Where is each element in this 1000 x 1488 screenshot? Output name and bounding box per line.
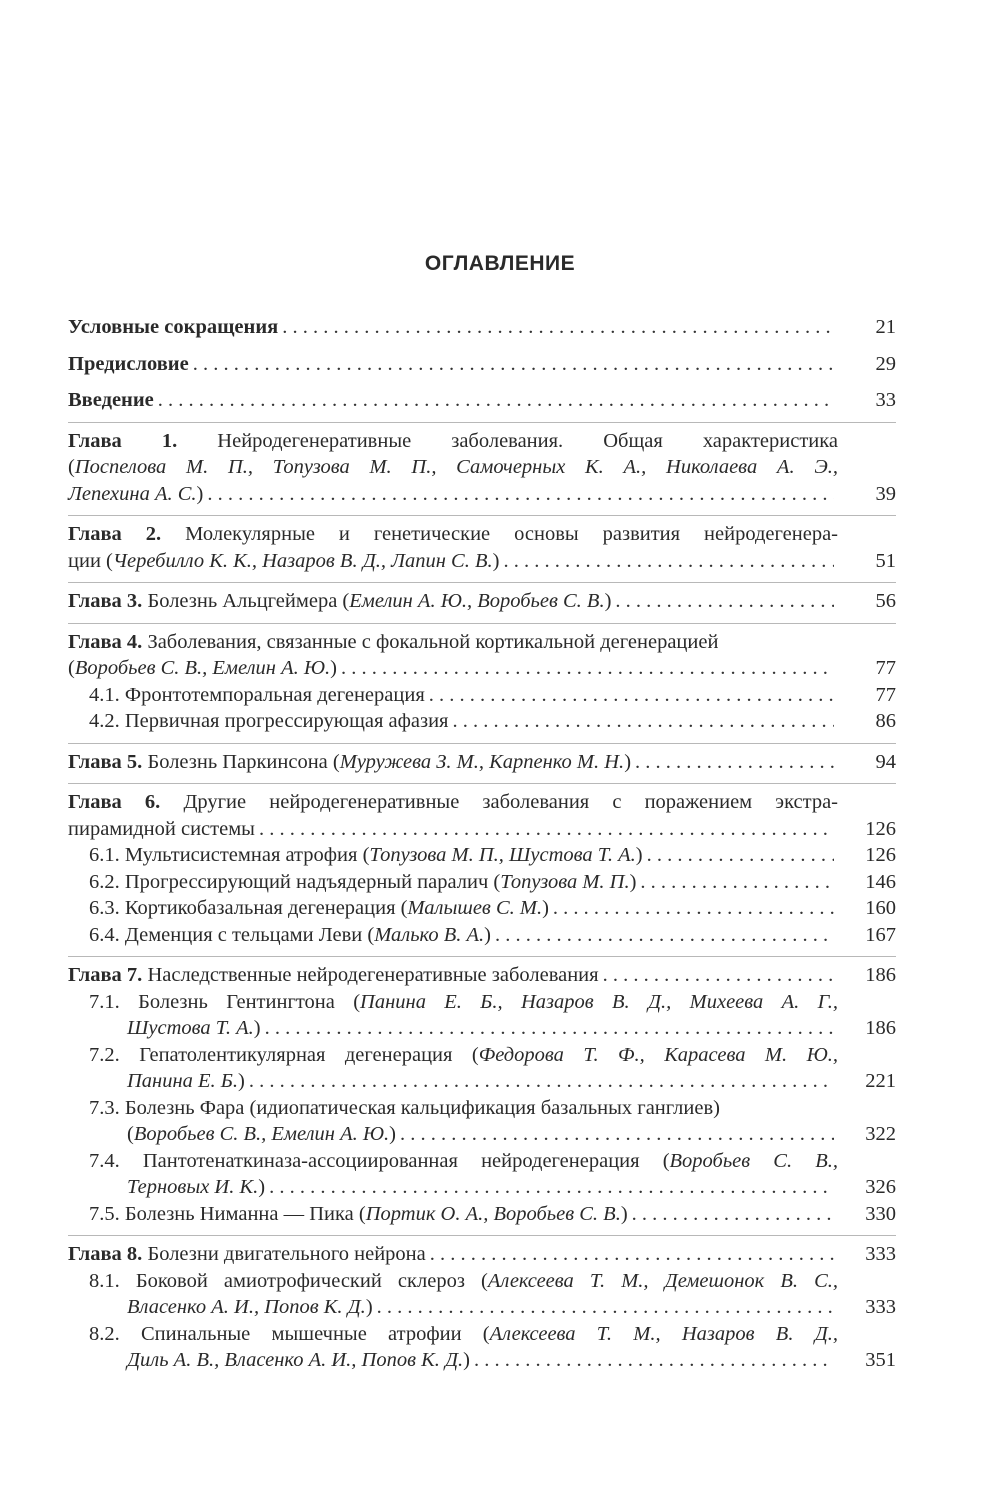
toc-subsection-6-1[interactable]: 6.1. Мультисистемная атрофия (Топузова М. П., Шустова Т. А.) . . . 126 [68, 842, 896, 869]
toc-subsection-7-2[interactable]: 7.2. Гепатолентикулярная дегенерация (Федорова Т. Ф., Карасева М. Ю., Панина Е. Б.) . . . 221 [68, 1042, 896, 1095]
toc-entry-preface[interactable]: Предисловие . . . 29 [68, 351, 896, 378]
toc-entry-abbreviations[interactable]: Условные сокращения . . . 21 [68, 314, 896, 341]
toc-subsection-4-2[interactable]: 4.2. Первичная прогрессирующая афазия . . . 86 [68, 708, 896, 735]
toc-subsection-7-3[interactable]: 7.3. Болезнь Фара (идиопатическая кальцификация базальных ганглиев) (Воробьев С. В., Емелин А. Ю.) . . . 322 [68, 1095, 896, 1148]
page-number: 33 [875, 389, 896, 411]
page-number: 167 [865, 923, 896, 946]
toc-chapter-7[interactable]: Глава 7. Наследственные нейродегенеративные заболевания . . . 186 7.1. Болезнь Гентингтона (Панина Е. Б., Назаров В. Д., Михеева А. Г., Шустова Т. А.) . . . 186 7.2. Гепатолентикулярная дегенерация (Федорова Т. Ф., Карасева М. Ю., Панина Е. Б.) . . . 221 7.3. Болезнь Фара (идиопатическая кальцификация базальных ганглиев) (Воробьев С. В., Емелин А. Ю.) . . . 322 7.4. Пантотенаткиназа-ассоциированная нейродегенерация (Воробьев С. В., Терновых И. К.) . . . 326 7.5. Болезнь Ниманна — Пика (Портик О. А., Воробьев С. В.) . . . 330 [68, 956, 896, 1227]
page-number: 221 [865, 1070, 896, 1092]
toc-subsection-8-2[interactable]: 8.2. Спинальные мышечные атрофии (Алексеева Т. М., Назаров В. Д., Диль А. В., Власенко А. И., Попов К. Д.) . . . 351 [68, 1321, 896, 1374]
toc-subsection-4-1[interactable]: 4.1. Фронтотемпоральная дегенерация . . . 77 [68, 682, 896, 709]
page-number: 186 [865, 1017, 896, 1039]
toc-chapter-3[interactable]: Глава 3. Болезнь Альцгеймера (Емелин А. Ю., Воробьев С. В.) . . . 56 [68, 582, 896, 615]
page-number: 126 [865, 817, 896, 840]
page-number: 29 [875, 352, 896, 375]
toc-subsection-7-4[interactable]: 7.4. Пантотенаткиназа-ассоциированная нейродегенерация (Воробьев С. В., Терновых И. К.) . . . 326 [68, 1148, 896, 1201]
page-number: 51 [875, 549, 896, 572]
page-number: 160 [865, 897, 896, 919]
page-number: 333 [865, 1243, 896, 1265]
toc-subsection-7-5[interactable]: 7.5. Болезнь Ниманна — Пика (Портик О. А., Воробьев С. В.) . . . 330 [68, 1201, 896, 1228]
toc-chapter-4[interactable]: Глава 4. Заболевания, связанные с фокальной кортикальной дегенерацией (Воробьев С. В., Емелин А. Ю.) . . . 77 4.1. Фронтотемпоральная дегенерация . . . 77 4.2. Первичная прогрессирующая афазия . . . 86 [68, 623, 896, 735]
page-number: 94 [875, 750, 896, 773]
page-number: 330 [865, 1202, 896, 1225]
table-of-contents [68, 314, 896, 1374]
toc-subsection-6-4[interactable]: 6.4. Деменция с тельцами Леви (Малько В. А.) . . . 167 [68, 922, 896, 949]
toc-entry-introduction[interactable]: Введение . . . 33 [68, 387, 896, 414]
page-number: 326 [865, 1176, 896, 1198]
page-number: 56 [875, 590, 896, 612]
page-title: ОГЛАВЛЕНИЕ [424, 252, 576, 275]
page-number: 146 [865, 870, 896, 893]
page-number: 77 [875, 683, 896, 706]
toc-chapter-2[interactable]: Глава 2. Молекулярные и генетические основы развития нейродегенера- ции (Черебилло К. К., Назаров В. Д., Лапин С. В.) . . . 51 [68, 515, 896, 574]
toc-subsection-6-3[interactable]: 6.3. Кортикобазальная дегенерация (Малышев С. М.) . . . 160 [68, 895, 896, 922]
page-number: 39 [875, 482, 896, 505]
toc-chapter-6[interactable]: Глава 6. Другие нейродегенеративные заболевания с поражением экстра- пирамидной системы . . . 126 6.1. Мультисистемная атрофия (Топузова М. П., Шустова Т. А.) . . . 126 6.2. Прогрессирующий надъядерный паралич (Топузова М. П.) . . . 146 6.3. Кортикобазальная дегенерация (Малышев С. М.) . . . 160 6.4. Деменция с тельцами Леви (Малько В. А.) . . . 167 [68, 783, 896, 948]
page-number: 186 [865, 964, 896, 986]
page-number: 77 [875, 657, 896, 679]
page-number: 21 [875, 316, 896, 338]
toc-chapter-8[interactable]: Глава 8. Болезни двигательного нейрона . . . 333 8.1. Боковой амиотрофический склероз (Алексеева Т. М., Демешонок В. С., Власенко А. И., Попов К. Д.) . . . 333 8.2. Спинальные мышечные атрофии (Алексеева Т. М., Назаров В. Д., Диль А. В., Власенко А. И., Попов К. Д.) . . . 351 [68, 1235, 896, 1374]
toc-subsection-8-1[interactable]: 8.1. Боковой амиотрофический склероз (Алексеева Т. М., Демешонок В. С., Власенко А. И., Попов К. Д.) . . . 333 [68, 1268, 896, 1321]
page-number: 126 [865, 844, 896, 866]
page-number: 86 [875, 710, 896, 732]
toc-chapter-5[interactable]: Глава 5. Болезнь Паркинсона (Муружева З. М., Карпенко М. Н.) . . . 94 [68, 743, 896, 776]
front-matter [68, 314, 896, 414]
page-number: 333 [865, 1296, 896, 1318]
toc-subsection-7-1[interactable]: 7.1. Болезнь Гентингтона (Панина Е. Б., Назаров В. Д., Михеева А. Г., Шустова Т. А.) . . . 186 [68, 989, 896, 1042]
page-number: 351 [865, 1349, 896, 1371]
toc-subsection-6-2[interactable]: 6.2. Прогрессирующий надъядерный паралич (Топузова М. П.) . . . 146 [68, 869, 896, 896]
toc-chapter-1[interactable]: Глава 1. Нейродегенеративные заболевания. Общая характеристика (Поспелова М. П., Топузова М. П., Самочерных К. А., Николаева А. Э., Лепехина А. С.) . . . 39 [68, 422, 896, 508]
page-number: 322 [865, 1123, 896, 1145]
